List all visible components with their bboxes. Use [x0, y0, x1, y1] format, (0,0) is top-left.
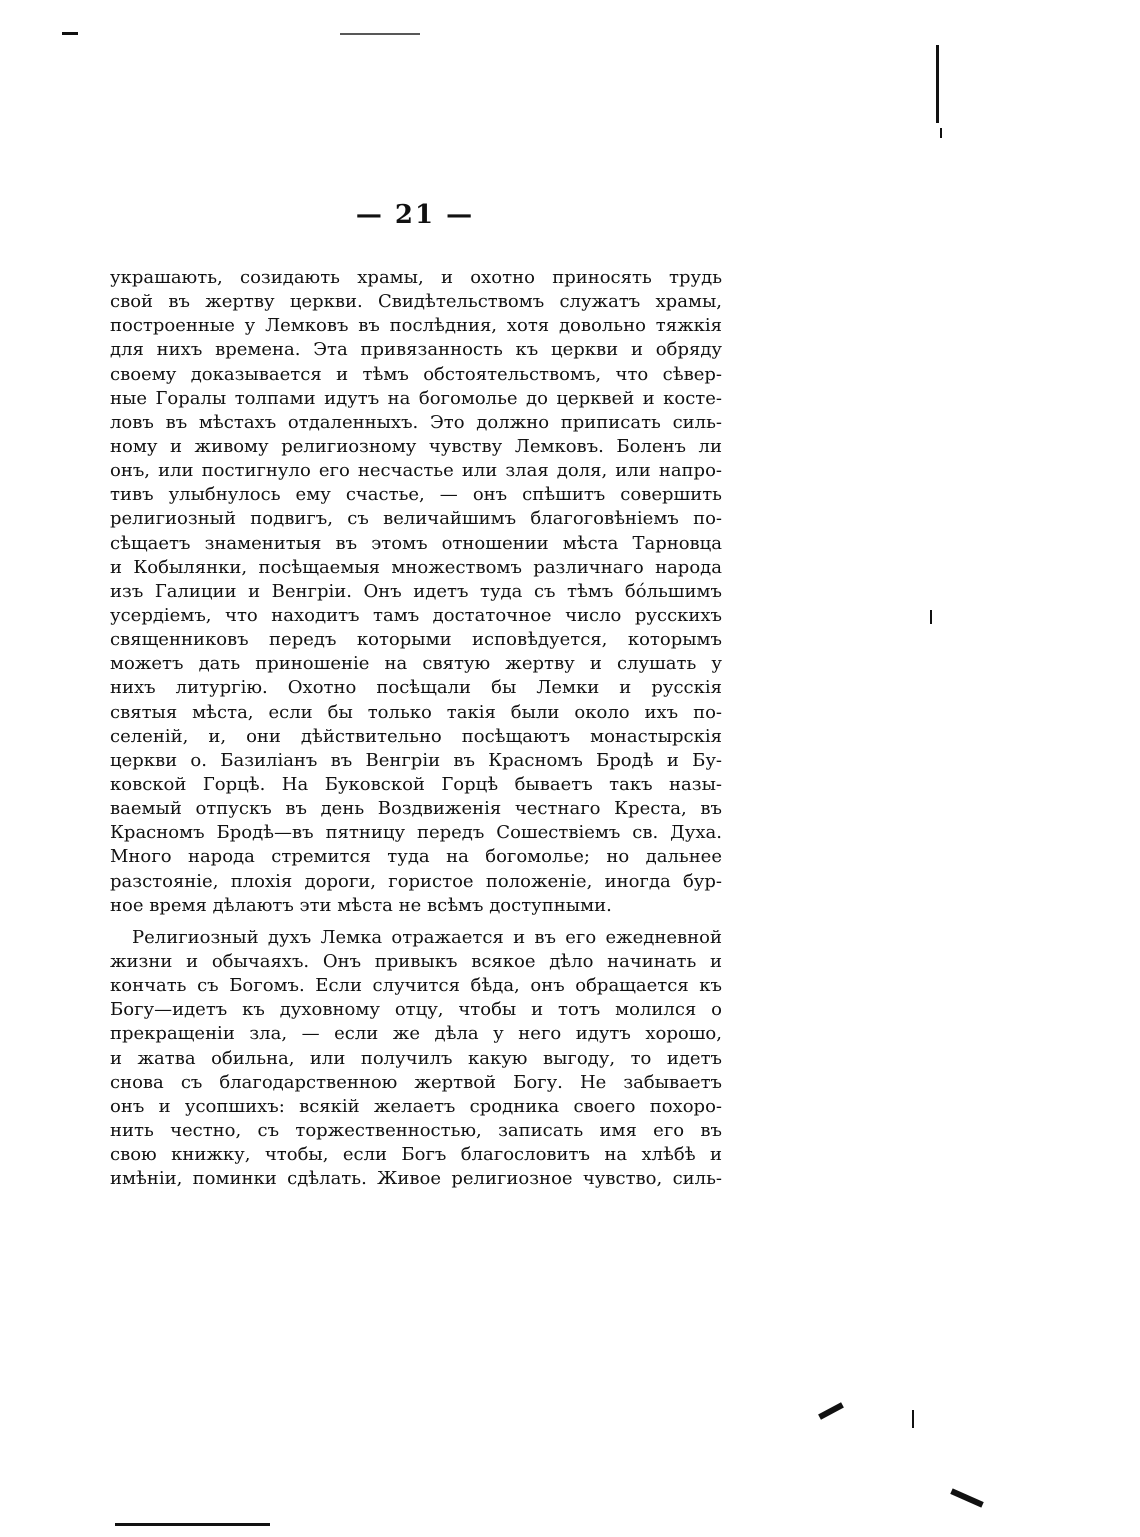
scan-artifact	[950, 1488, 984, 1507]
page-number: — 21 —	[355, 200, 475, 230]
text-line: селеній, и, они дѣйствительно посѣщаютъ монастырскія	[110, 725, 722, 747]
text-line: и Кобылянки, посѣщаемыя множествомъ различнаго народа	[110, 556, 722, 578]
scan-artifact	[340, 33, 420, 35]
text-line: ному и живому религиозному чувству Лемковъ. Боленъ ли	[110, 435, 722, 457]
text-line: ловъ въ мѣстахъ отдаленныхъ. Это должно приписать силь-	[110, 411, 722, 433]
scan-artifact	[940, 128, 942, 138]
text-line: и жатва обильна, или получилъ какую выгоду, то идетъ	[110, 1047, 722, 1069]
text-line: Религиозный духъ Лемка отражается и въ его ежедневной	[132, 926, 722, 948]
text-line: ковской Горцѣ. На Буковской Горцѣ бываетъ такъ назы-	[110, 773, 722, 795]
scan-artifact	[912, 1410, 914, 1428]
text-line: Красномъ Бродѣ—въ пятницу передъ Сошествіемъ св. Духа.	[110, 822, 722, 844]
text-line: жизни и обычаяхъ. Онъ привыкъ всякое дѣло начинать и	[110, 950, 722, 972]
scan-artifact	[930, 610, 932, 624]
text-line: священниковъ передъ которыми исповѣдуется, которымъ	[110, 629, 722, 651]
text-line: имѣніи, поминки сдѣлать. Живое религиозное чувство, силь-	[110, 1168, 722, 1190]
text-line: тивъ улыбнулось ему счастье, — онъ спѣшитъ совершить	[110, 484, 722, 506]
scan-artifact	[818, 1402, 844, 1420]
text-line: ные Горалы толпами идутъ на богомолье до церквей и косте-	[110, 387, 722, 409]
body-text	[110, 266, 722, 1191]
text-line: разстояніе, плохія дороги, гористое положеніе, иногда бур-	[110, 870, 722, 892]
paragraph	[110, 926, 722, 1192]
text-line: онъ, или постигнуло его несчастье или злая доля, или напро-	[110, 460, 722, 482]
text-line: святыя мѣста, если бы только такія были около ихъ по-	[110, 701, 722, 723]
text-line: религиозный подвигъ, съ величайшимъ благоговѣніемъ по-	[110, 508, 722, 530]
text-line: усердіемъ, что находитъ тамъ достаточное число русскихъ	[110, 604, 722, 626]
text-line: можетъ дать приношеніе на святую жертву и слушать у	[110, 653, 722, 675]
scan-artifact	[936, 45, 939, 123]
text-line: Много народа стремится туда на богомолье; но дальнее	[110, 846, 722, 868]
text-line: онъ и усопшихъ: всякій желаетъ сродника своего похоро-	[110, 1095, 722, 1117]
text-line: нить честно, съ торжественностью, записать имя его въ	[110, 1119, 722, 1141]
scan-artifact	[62, 32, 78, 35]
text-line: своему доказывается и тѣмъ обстоятельствомъ, что сѣвер-	[110, 363, 722, 385]
text-line: Богу—идетъ къ духовному отцу, чтобы и тотъ молился о	[110, 999, 722, 1021]
text-line: ваемый отпускъ въ день Воздвиженія честнаго Креста, въ	[110, 798, 722, 820]
text-line: сѣщаетъ знаменитыя въ этомъ отношении мѣста Тарновца	[110, 532, 722, 554]
paragraph	[110, 266, 722, 918]
text-line: снова съ благодарственною жертвой Богу. Не забываетъ	[110, 1071, 722, 1093]
text-line: свою книжку, чтобы, если Богъ благословитъ на хлѣбѣ и	[110, 1144, 722, 1166]
text-line: украшають, созидають храмы, и охотно приносять трудь	[110, 267, 722, 288]
text-line: для нихъ времена. Эта привязанность къ церкви и обряду	[110, 339, 722, 361]
text-line: свой въ жертву церкви. Свидѣтельствомъ служатъ храмы,	[110, 291, 722, 313]
text-line: прекращеніи зла, — если же дѣла у него идутъ хорошо,	[110, 1023, 722, 1045]
text-line: изъ Галиции и Венгріи. Онъ идетъ туда съ тѣмъ бо́льшимъ	[110, 580, 722, 602]
text-line: ное время дѣлаютъ эти мѣста не всѣмъ доступными.	[110, 894, 612, 916]
text-line: церкви о. Базиліанъ въ Венгріи въ Красномъ Бродѣ и Бу-	[110, 749, 722, 771]
text-line: нихъ литургію. Охотно посѣщали бы Лемки и русскія	[110, 677, 722, 699]
text-line: построенные у Лемковъ въ послѣдния, хотя довольно тяжкія	[110, 315, 722, 337]
text-line: кончать съ Богомъ. Если случится бѣда, онъ обращается къ	[110, 975, 722, 997]
scan-artifact	[115, 1523, 270, 1526]
paragraph-gap	[110, 918, 722, 926]
